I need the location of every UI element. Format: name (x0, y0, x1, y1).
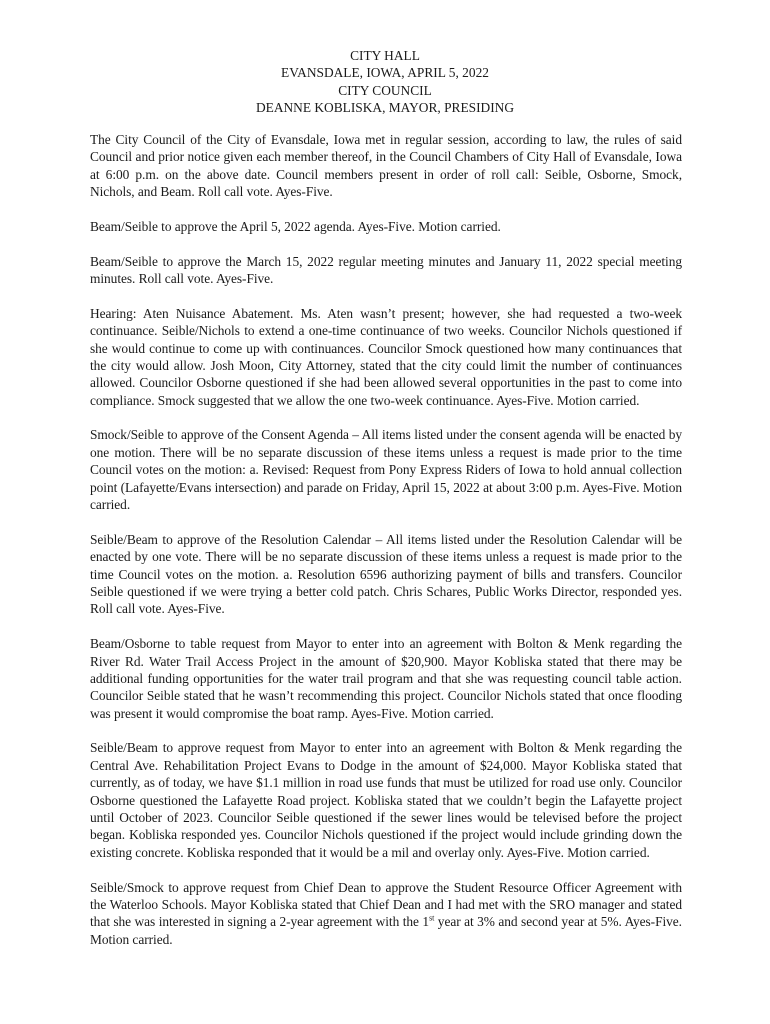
paragraph-consent-agenda: Smock/Seible to approve of the Consent Agenda – All items listed under the consent agenda will be enacted by one motion. There will be no separate discussion of these items unless a request is made prior to the time Council votes on the motion: a. Revised: Request from Pony Express Riders of Iowa to hold annual collection point (Lafayette/Evans intersection) and parade on Friday, April 15, 2022 at about 3:00 p.m. Ayes-Five. Motion carried. (90, 427, 682, 513)
paragraph-sro-agreement (90, 879, 682, 949)
ordinal-superscript: st (429, 913, 435, 923)
paragraph-resolution-calendar: Seible/Beam to approve of the Resolution Calendar – All items listed under the Resolution Calendar will be enacted by one vote. There will be no separate discussion of these items unless a request is made prior to the time Council votes on the motion. a. Resolution 6596 authorizing payment of bills and transfers. Councilor Seible questioned if we were trying a better cold patch. Chris Schares, Public Works Director, responded yes. Roll call vote. Ayes-Five. (90, 531, 682, 617)
paragraph-hearing-aten: Hearing: Aten Nuisance Abatement. Ms. Aten wasn’t present; however, she had requested a two-week continuance. Seible/Nichols to extend a one-time continuance of two weeks. Councilor Nichols questioned if she would continue to come up with continuances. Councilor Smock questioned how many continuances that the city would allow. Josh Moon, City Attorney, stated that the city could limit the number of continuances allowed. Councilor Osborne questioned if she had been allowed several opportunities in the past to come into compliance. Smock suggested that we allow the one two-week continuance. Ayes-Five. Motion carried. (90, 305, 682, 408)
sro-text-part-1: Seible/Smock to approve request from Chief Dean to approve the Student Resource Officer Agreement with the Waterloo Schools. Mayor Kobliska stated that Chief Dean and I had met with the SRO manager and stated that she was interested in signing a 2-year agreement with the 1 (90, 879, 682, 930)
paragraph-agenda-approval: Beam/Seible to approve the April 5, 2022 agenda. Ayes-Five. Motion carried. (90, 218, 501, 234)
paragraph-roll-call: The City Council of the City of Evansdale, Iowa met in regular session, according to law, the rules of said Council and prior notice given each member thereof, in the Council Chambers of City Hall of Evansdale, Iowa at 6:00 p.m. on the above date. Council members present in order of roll call: Seible, Osborne, Smock, Nichols, and Beam. Roll call vote. Ayes-Five. (90, 132, 682, 200)
header-line-location-date: EVANSDALE, IOWA, APRIL 5, 2022 (281, 65, 489, 81)
paragraph-water-trail-project: Beam/Osborne to table request from Mayor to enter into an agreement with Bolton & Menk regarding the River Rd. Water Trail Access Project in the amount of $20,900. Mayor Kobliska stated that there may be additional funding opportunities for the water trail program and that she was requesting council table action. Councilor Seible stated that he wasn’t recommending this project. Councilor Nichols stated that once flooding was present it would compromise the boat ramp. Ayes-Five. Motion carried. (90, 636, 682, 721)
header-line-mayor-presiding: DEANNE KOBLISKA, MAYOR, PRESIDING (255, 100, 515, 116)
paragraph-minutes-approval: Beam/Seible to approve the March 15, 2022 regular meeting minutes and January 11, 2022 special meeting minutes. Roll call vote. Ayes-Five. (90, 253, 682, 287)
header-line-city-hall: CITY HALL (350, 48, 420, 63)
paragraph-central-ave-project: Seible/Beam to approve request from Mayor to enter into an agreement with Bolton & Menk regarding the Central Ave. Rehabilitation Project Evans to Dodge in the amount of $24,000. Mayor Kobliska stated that currently, as of today, we have $1.1 million in road use funds that must be utilized for road use only. Councilor Osborne questioned the Lafayette Road project. Kobliska stated that we couldn’t begin the Lafayette project until October of 2023. Councilor Seible questioned if the sewer lines would be televised before the project began. Kobliska responded yes. Councilor Nichols questioned if the project would include grinding down the existing concrete. Kobliska responded that it would be a mil and overlay only. Ayes-Five. Motion carried. (90, 740, 682, 860)
sro-text-part-2: year at 3% and second year at 5%. Ayes-Five. Motion carried. (90, 914, 682, 947)
header-line-city-council: CITY COUNCIL (338, 82, 432, 98)
minutes-body (90, 131, 682, 966)
document-header (0, 47, 770, 117)
